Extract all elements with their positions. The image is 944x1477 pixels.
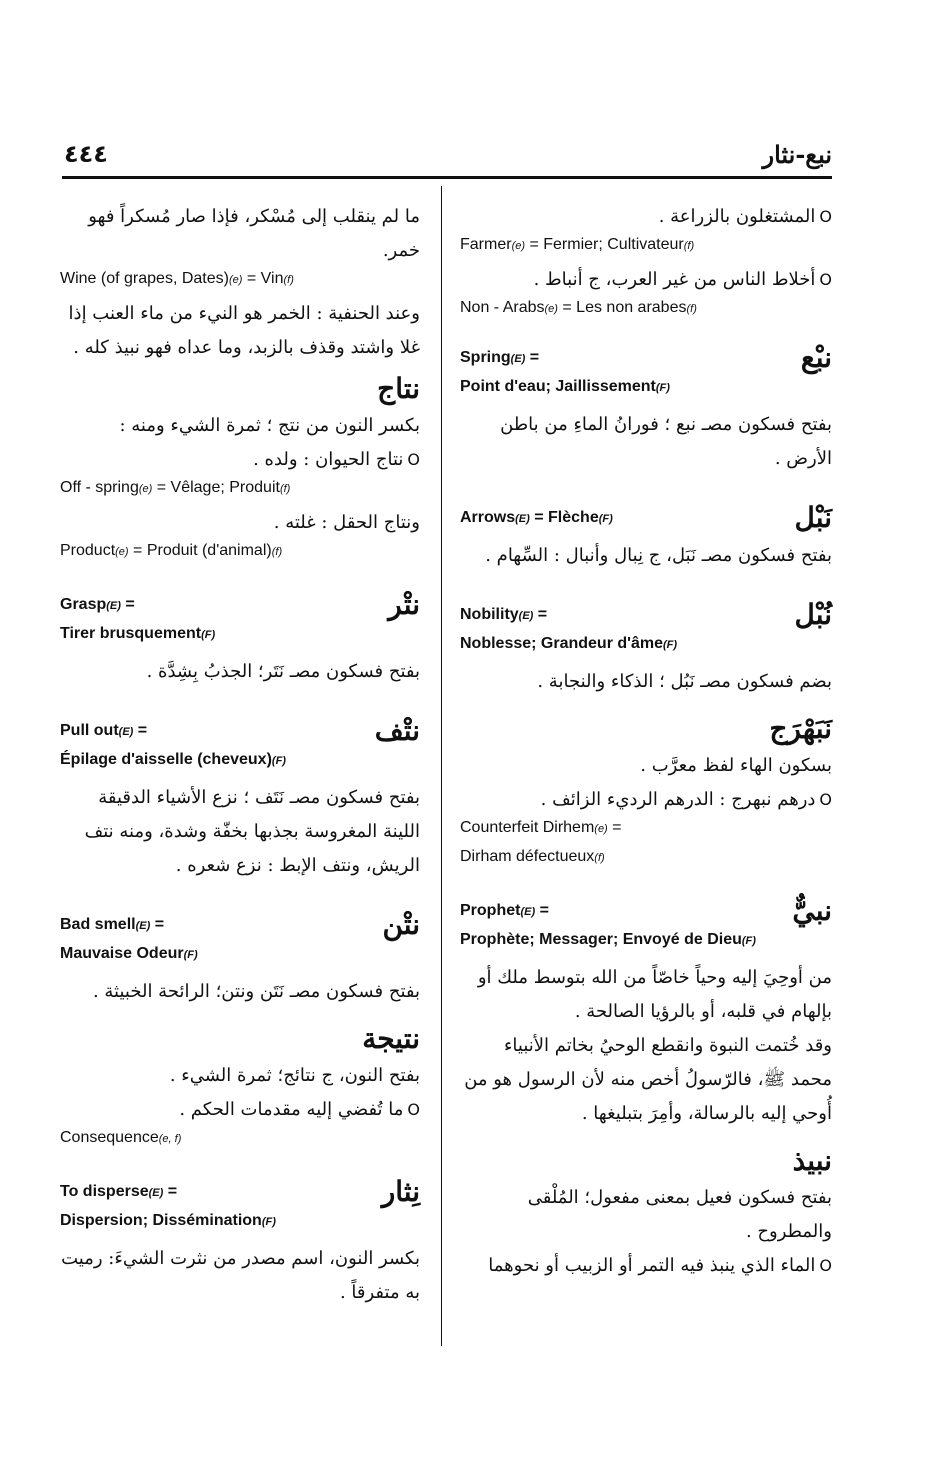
headword: نبيذ [792,1144,832,1177]
sense-translation: Counterfeit Dirhem(e) = [460,819,622,836]
definition: بفتح فسكون مصـ نَتَر؛ الجذبُ بِشِدَّة . [146,661,420,682]
entry-natf [60,714,420,883]
french-term: Prophète; Messager; Envoyé de Dieu(F) [460,931,756,948]
entry-nabidh [460,1141,832,1283]
headword: نبْع [800,341,832,374]
headword: نَبَهْرَج [769,712,832,745]
continuation-translation: Farmer(e) = Fermier; Cultivateur(f) [460,236,695,253]
headword: نتيجة [362,1022,420,1055]
definition: بسكون الهاء لفظ معرَّب . [640,755,832,776]
sense-translation: Consequence(e, f) [60,1129,182,1146]
sense-translation: Off - spring(e) = Vêlage; Produit(f) [60,479,291,496]
definition: بفتح فسكون مصـ نَتَف ؛ نزع الأشياء الدقيقة اللينة المغروسة بجذبها بخفّة وشدة، ومنه نتف الريش، ونتف الإبط : نزع شعره . [84,787,420,876]
english-term: To disperse(E) = [60,1183,178,1200]
continuation-arabic: ما لم ينقلب إلى مُسْكر، فإذا صار مُسكراً فهو خمر. [88,206,420,261]
right-column [460,200,832,1293]
column-divider [441,186,442,1346]
entry-nabahraj [460,709,832,869]
entry-natr [60,588,420,689]
definition: بفتح فسكون مصـ نَتَن ونتن؛ الرائحة الخبيثة . [92,981,420,1002]
french-term: Épilage d'aisselle (cheveux)(F) [60,751,286,768]
french-term: Noblesse; Grandeur d'âme(F) [460,635,678,652]
continuation-sense: Oأخلاط الناس من غير العرب، ج أنباط . [533,269,832,290]
definition: بفتح فسكون فعيل بمعنى مفعول؛ المُلْقى والمطروح . [527,1187,832,1242]
headword: نَبْل [794,501,832,534]
english-term: Grasp(E) = [60,596,135,613]
header-rule [62,176,832,179]
headword: نتْن [382,908,420,941]
english-term: Pull out(E) = [60,722,148,739]
sense: Oدرهم نبهرج : الدرهم الرديء الزائف . [540,789,832,810]
french-term: Tirer brusquement(F) [60,625,216,642]
sense-translation: Dirham défectueux(f) [460,848,605,865]
french-term: Mauvaise Odeur(F) [60,945,198,962]
definition: بفتح فسكون مصـ نَبَل، ج نِبال وأنبال : السِّهام . [485,545,832,566]
sense: Oنتاج الحيوان : ولده . [253,449,420,470]
headword: نِثار [381,1175,420,1208]
entry-nithar [60,1175,420,1310]
sense: Oما تُفضي إليه مقدمات الحكم . [179,1099,420,1120]
hanafi-definition: وعند الحنفية : الخمر هو النيء من ماء العنب إذا غلا واشتد وقذف بالزبد، وما عداه فهو نبيذ كله . [68,303,420,358]
french-term: Point d'eau; Jaillissement(F) [460,378,670,395]
sense: ونتاج الحقل : غلته . [273,512,420,533]
sense: Oالماء الذي ينبذ فيه التمر أو الزبيب أو نحوهما [488,1255,832,1276]
headword: نُبْل [794,598,832,631]
entry-nab [460,341,832,476]
continuation-sense: Oالمشتغلون بالزراعة . [658,206,832,227]
english-term: Nobility(E) = [460,606,548,623]
definition: من أوحِيَ إليه وحياً خاصّاً من الله بتوسط ملك أو بإلهام في قلبه، أو بالرؤيا الصالحة . [477,967,832,1022]
french-term: Dispersion; Dissémination(F) [60,1212,276,1229]
entry-nabl [460,501,832,573]
continuation-translation: Wine (of grapes, Dates)(e) = Vin(f) [60,270,294,287]
running-title: نبع-نثار [762,140,832,169]
entry-nitaj [60,369,420,563]
definition: بفتح النون، ج نتائج؛ ثمرة الشيء . [169,1065,420,1086]
entry-nabi [460,894,832,1131]
definition: بضم فسكون مصـ نَبُل ؛ الذكاء والنجابة . [537,671,832,692]
sense-translation: Product(e) = Produit (d'animal)(f) [60,542,283,559]
english-term: Bad smell(E) = [60,916,165,933]
headword: نتْر [388,588,420,621]
english-french-term: Arrows(E) = Flèche(F) [460,509,613,526]
entry-natija [60,1019,420,1150]
headword: نبيٌّ [792,894,832,927]
definition: بكسر النون من نتج ؛ ثمرة الشيء ومنه : [119,415,420,436]
english-term: Spring(E) = [460,349,540,366]
english-term: Prophet(E) = [460,902,549,919]
definition: بكسر النون، اسم مصدر من نثرت الشيءَ: رميت به متفرقاً . [61,1248,420,1303]
entry-natn [60,908,420,1009]
page-number: ٤٤٤ [64,140,108,168]
continuation-translation: Non - Arabs(e) = Les non arabes(f) [460,299,697,316]
definition: بفتح فسكون مصـ نبع ؛ فورانُ الماءِ من باطن الأرض . [500,414,832,469]
definition-continued: وقد خُتمت النبوة وانقطع الوحيُ بخاتم الأنبياء محمد ﷺ، فالرّسولُ أخص منه لأن الرسول هو من أُوحي إليه بالرسالة، وأمِرَ بتبليغها . [464,1035,832,1124]
entry-nubl [460,598,832,699]
left-column [60,200,420,1320]
headword: نتاج [377,372,420,405]
headword: نتْف [374,714,420,747]
